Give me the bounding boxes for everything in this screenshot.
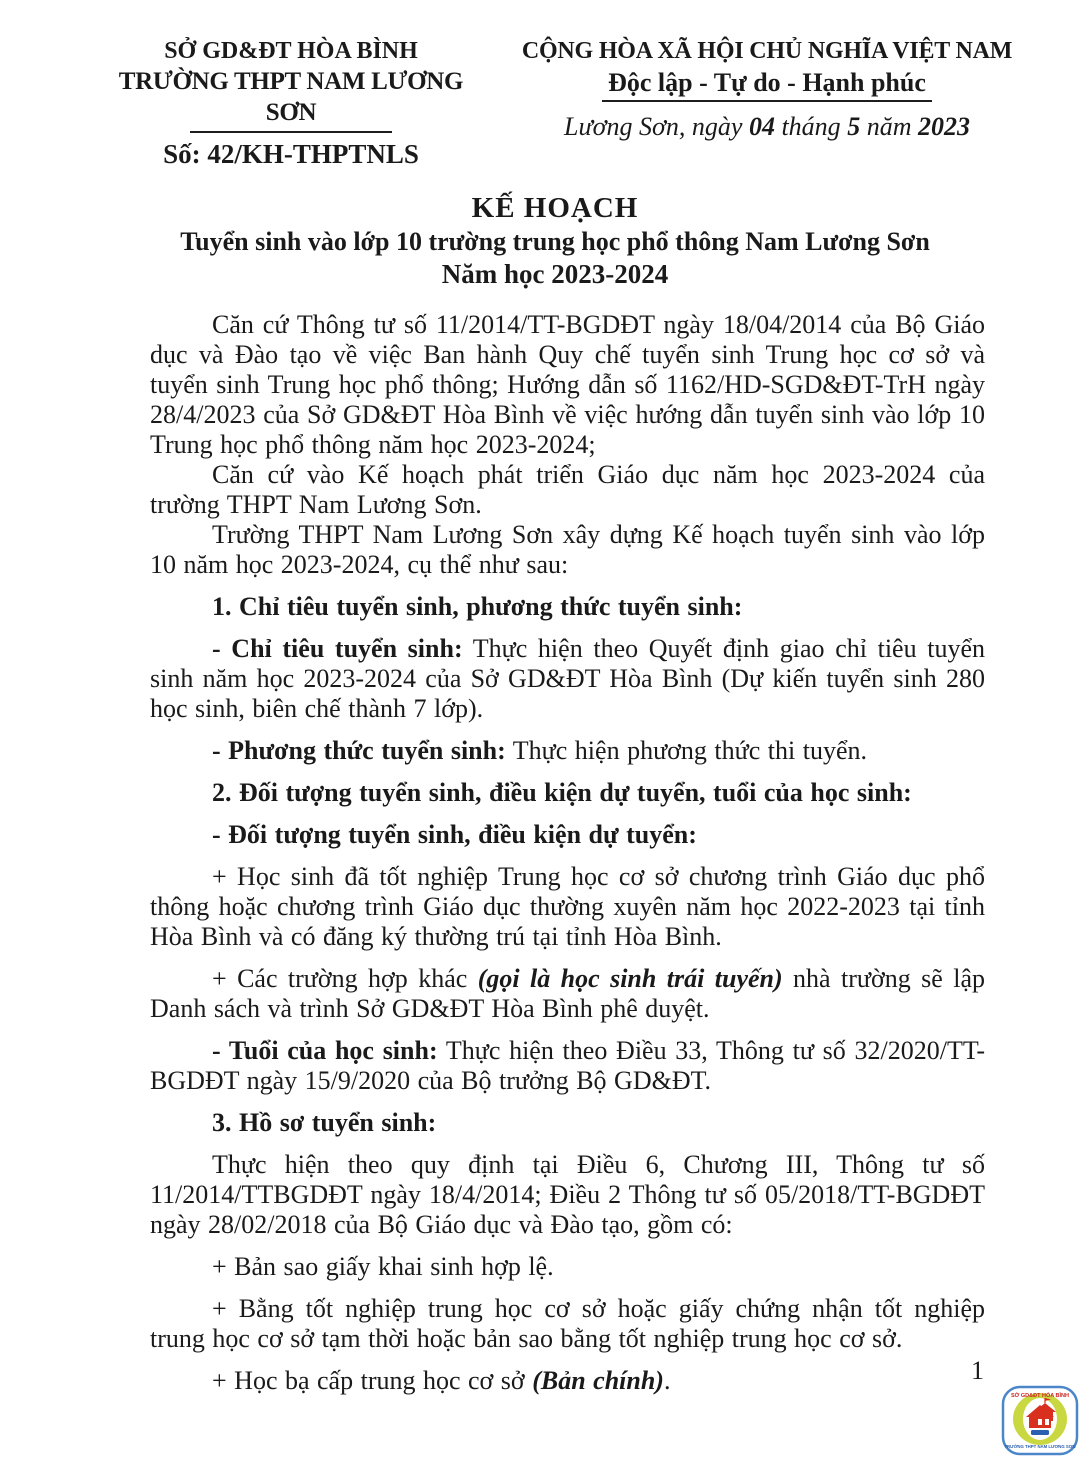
para-can-cu-2: Căn cứ vào Kế hoạch phát triển Giáo dục năm học 2023-2024 của trường THPT Nam Lương Sơn.: [150, 460, 985, 519]
paragraph-text: Thực hiện phương thức thi tuyển.: [505, 736, 867, 765]
bold-lead: - Tuổi của học sinh:: [212, 1036, 438, 1065]
document-body: [0, 290, 1080, 1396]
document-header: [0, 36, 1080, 170]
motto-wrap: [499, 66, 1035, 102]
date-month: 5: [847, 112, 861, 141]
bold-lead: - Chỉ tiêu tuyển sinh:: [212, 634, 463, 663]
paragraph-text: Thực hiện theo Quyết định giao chỉ tiêu tuyển sinh năm học 2023-2024 của Sở GD&ĐT Hòa Bình (Dự kiến tuyển sinh 280 học sinh, biên chế thành 7 lớp).: [150, 634, 985, 723]
logo-top-text: SỞ GD&ĐT HÒA BÌNH: [1011, 1393, 1069, 1399]
org-underline: [190, 131, 392, 133]
para-truong-hop-khac: [150, 964, 985, 1024]
heading-section-1: 1. Chỉ tiêu tuyển sinh, phương thức tuyển sinh:: [212, 592, 743, 621]
place-date-line: [499, 111, 1035, 143]
national-motto: Độc lập - Tự do - Hạnh phúc: [602, 68, 932, 102]
national-title: CỘNG HÒA XÃ HỘI CHỦ NGHĨA VIỆT NAM: [521, 38, 1013, 64]
para-tuoi-hoc-sinh: [150, 1036, 985, 1096]
para-intro: Trường THPT Nam Lương Sơn xây dựng Kế hoạch tuyển sinh vào lớp 10 năm học 2023-2024, cụ thể như sau:: [150, 520, 985, 579]
issuing-org-block: [105, 36, 477, 170]
doc-type-title: KẾ HOẠCH: [471, 192, 639, 224]
date-thang: tháng: [774, 112, 848, 141]
date-prefix: Lương Sơn, ngày: [564, 112, 749, 141]
heading-section-2: 2. Đối tượng tuyển sinh, điều kiện dự tuyển, tuổi của học sinh:: [212, 778, 912, 807]
paragraph-text: .: [663, 1366, 671, 1395]
para-chi-tieu: [150, 634, 985, 724]
date-year: 2023: [917, 112, 970, 141]
doc-year-title: Năm học 2023-2024: [441, 259, 669, 289]
emphasis-trai-tuyen: (gọi là học sinh trái tuyến): [477, 964, 783, 993]
para-ho-so-quy-dinh: Thực hiện theo quy định tại Điều 6, Chương III, Thông tư số 11/2014/TTBGDĐT ngày 18/4/2014; Điều 2 Thông tư số 05/2018/TT-BGDĐT ngày 28/02/2018 của Bộ Giáo dục và Đào tạo, gồm có:: [150, 1150, 985, 1239]
logo-banner: [1031, 1430, 1049, 1435]
heading-section-3: 3. Hồ sơ tuyển sinh:: [212, 1108, 437, 1137]
document-title-block: [0, 190, 1080, 290]
logo-bottom-text: TRƯỜNG THPT NAM LƯƠNG SƠN: [1004, 1444, 1076, 1449]
page-number: 1: [971, 1356, 984, 1385]
para-phuong-thuc: [150, 736, 985, 766]
org-department: SỞ GD&ĐT HÒA BÌNH: [164, 38, 418, 64]
para-hoc-sinh-tot-nghiep: + Học sinh đã tốt nghiệp Trung học cơ sở chương trình Giáo dục phổ thông hoặc chương trình Giáo dục thường xuyên năm học 2022-2023 tại tỉnh Hòa Bình và có đăng ký thường trú tại tỉnh Hòa Bình.: [150, 862, 985, 951]
emphasis-ban-chinh: (Bản chính): [532, 1366, 664, 1395]
heading-doi-tuong: - Đối tượng tuyển sinh, điều kiện dự tuyển:: [212, 820, 697, 849]
paragraph-text: + Các trường hợp khác: [212, 964, 478, 993]
paragraph-text: Thực hiện theo Điều 33, Thông tư số 32/2020/TT-BGDĐT ngày 15/9/2020 của Bộ trưởng Bộ GD&ĐT.: [150, 1036, 985, 1095]
para-bang-tot-nghiep: + Bằng tốt nghiệp trung học cơ sở hoặc giấy chứng nhận tốt nghiệp trung học cơ sở tạm thời hoặc bản sao bằng tốt nghiệp trung học cơ sở.: [150, 1294, 985, 1353]
para-can-cu-1: Căn cứ Thông tư số 11/2014/TT-BGDĐT ngày 18/04/2014 của Bộ Giáo dục và Đào tạo về việc Ban hành Quy chế tuyển sinh Trung học cơ sở và tuyển sinh Trung học phổ thông; Hướng dẫn số 1162/HD-SGD&ĐT-TrH ngày 28/4/2023 của Sở GD&ĐT Hòa Bình về việc hướng dẫn tuyển sinh vào lớp 10 Trung học phổ thông năm học 2023-2024;: [150, 310, 985, 459]
doc-subject-title: Tuyển sinh vào lớp 10 trường trung học phổ thông Nam Lương Sơn: [180, 227, 930, 256]
para-khai-sinh: + Bản sao giấy khai sinh hợp lệ.: [212, 1252, 554, 1281]
para-hoc-ba: [150, 1366, 985, 1396]
date-day: 04: [748, 112, 775, 141]
bold-lead: - Phương thức tuyển sinh:: [212, 736, 506, 765]
paragraph-text: nhà trường sẽ lập Danh sách và trình Sở GD&ĐT Hòa Bình phê duyệt.: [150, 964, 985, 1023]
school-logo-icon: [1001, 1384, 1079, 1457]
org-school: TRƯỜNG THPT NAM LƯƠNG SƠN: [118, 68, 464, 126]
national-motto-block: [499, 36, 1035, 143]
date-nam: năm: [860, 112, 918, 141]
paragraph-text: + Học bạ cấp trung học cơ sở: [212, 1366, 533, 1395]
doc-number: Số: 42/KH-THPTNLS: [163, 139, 419, 169]
